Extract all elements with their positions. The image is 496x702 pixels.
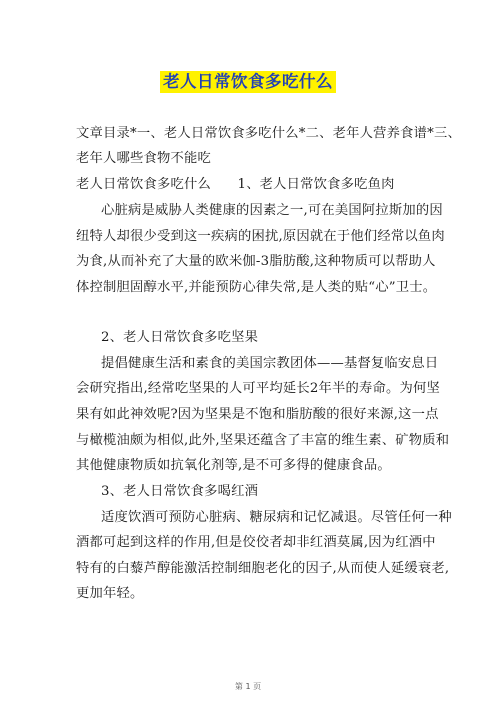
section-heading-1: 老人日常饮食多吃什么 1、老人日常饮食多吃鱼肉 <box>76 177 395 192</box>
section-heading-3: 3、老人日常饮食多喝红酒 <box>101 484 259 499</box>
page-title: 老人日常饮食多吃什么 <box>160 71 336 93</box>
title-container <box>0 71 496 93</box>
paragraph-line: 特有的白藜芦醇能激活控制细胞老化的因子,从而使人延缓衰老, <box>76 561 450 576</box>
page-number: 第 1 页 <box>234 682 262 691</box>
paragraph-line: 果有如此神效呢?因为坚果是不饱和脂肪酸的很好来源,这一点 <box>76 407 439 422</box>
paragraph-line: 提倡健康生活和素食的美国宗教团体——基督复临安息日 <box>101 356 439 371</box>
paragraph-line: 心脏病是威胁人类健康的因素之一,可在美国阿拉斯加的因 <box>101 203 443 218</box>
paragraph-line: 更加年轻。 <box>76 586 144 601</box>
paragraph-line: 为食,从而补充了大量的欧米伽-3脂肪酸,这种物质可以帮助人 <box>76 254 436 269</box>
paragraph-line: 适度饮酒可预防心脏病、糖尿病和记忆减退。尽管任何一种 <box>101 510 452 525</box>
section-heading-2: 2、老人日常饮食多吃坚果 <box>101 330 259 345</box>
paragraph-line: 其他健康物质如抗氧化剂等,是不可多得的健康食品。 <box>76 458 391 473</box>
paragraph-line: 酒都可起到这样的作用,但是佼佼者却非红酒莫属,因为红酒中 <box>76 535 436 550</box>
paragraph-line: 会研究指出,经常吃坚果的人可平均延长2年半的寿命。为何坚 <box>76 381 441 396</box>
toc-line: 文章目录*一、老人日常饮食多吃什么*二、老年人营养食谱*三、 <box>76 126 461 141</box>
paragraph-line: 与橄榄油颇为相似,此外,坚果还蕴含了丰富的维生素、矿物质和 <box>76 433 450 448</box>
toc-line: 老年人哪些食物不能吃 <box>76 151 211 166</box>
paragraph-line: 体控制胆固醇水平,并能预防心律失常,是人类的贴“心”卫士。 <box>76 280 437 295</box>
paragraph-line: 纽特人却很少受到这一疾病的困扰,原因就在于他们经常以鱼肉 <box>76 229 445 244</box>
